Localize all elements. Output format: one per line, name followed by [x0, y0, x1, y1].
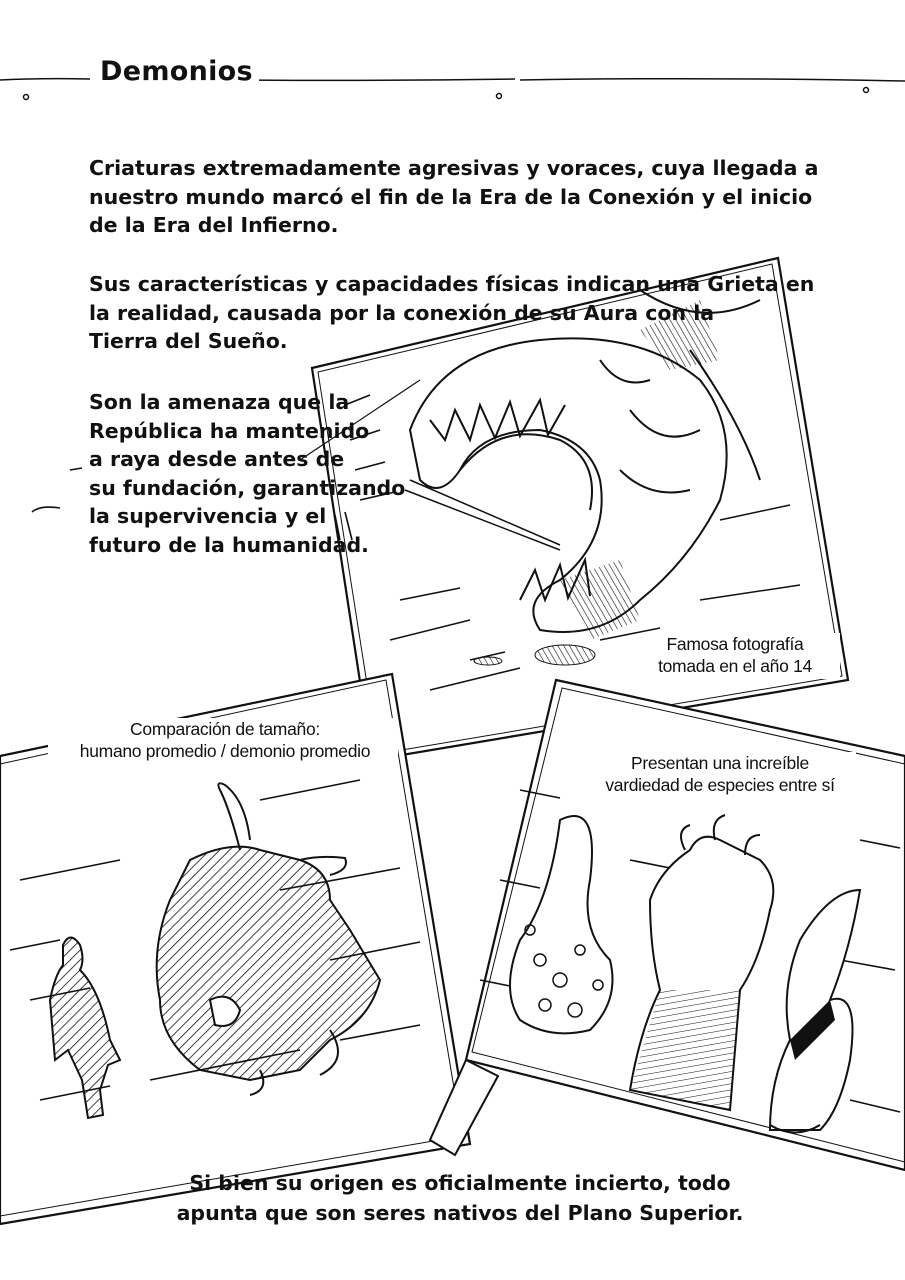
intro-paragraph-1 — [89, 154, 829, 240]
paragraph-line: Tierra del Sueño. — [89, 329, 288, 353]
page-title: Demonios — [96, 56, 259, 87]
paragraph-line: la supervivencia y el — [89, 504, 327, 528]
paragraph-line: República ha mantenido — [89, 418, 370, 443]
paragraph-line: Sus características y capacidades físicas indican una Grieta en — [89, 272, 815, 296]
paragraph-line: nuestro mundo marcó el fin de la Era de la Conexión y el inicio — [89, 184, 813, 209]
paragraph-line: su fundación, garantizando — [89, 475, 406, 500]
footer-line: Si bien su origen es oficialmente incierto, todo — [189, 1171, 731, 1195]
footer-text — [150, 1168, 770, 1228]
intro-paragraph-2 — [89, 270, 829, 356]
footer-line: apunta que son seres nativos del Plano Superior. — [176, 1201, 744, 1225]
size-comparison-caption — [40, 718, 410, 762]
paragraph-line: Criaturas extremadamente agresivas y voraces, cuya llegada a — [89, 156, 819, 180]
caption-line: Famosa fotografía — [666, 634, 804, 654]
intro-paragraph-3 — [89, 388, 419, 559]
variety-caption — [570, 752, 870, 796]
caption-line: humano promedio / demonio promedio — [79, 741, 371, 761]
caption-line: Comparación de tamaño: — [130, 719, 320, 739]
caption-line: Presentan una increíble — [631, 753, 809, 773]
famous-photo-caption — [625, 633, 845, 677]
caption-line: tomada en el año 14 — [658, 656, 812, 676]
paragraph-line: futuro de la humanidad. — [89, 532, 369, 557]
paragraph-line: Son la amenaza que la — [89, 390, 350, 414]
paragraph-line: de la Era del Infierno. — [89, 213, 339, 237]
caption-line: vardiedad de especies entre sí — [605, 775, 835, 795]
paragraph-line: la realidad, causada por la conexión de su Aura con la — [89, 300, 715, 325]
paragraph-line: a raya desde antes de — [89, 447, 345, 471]
